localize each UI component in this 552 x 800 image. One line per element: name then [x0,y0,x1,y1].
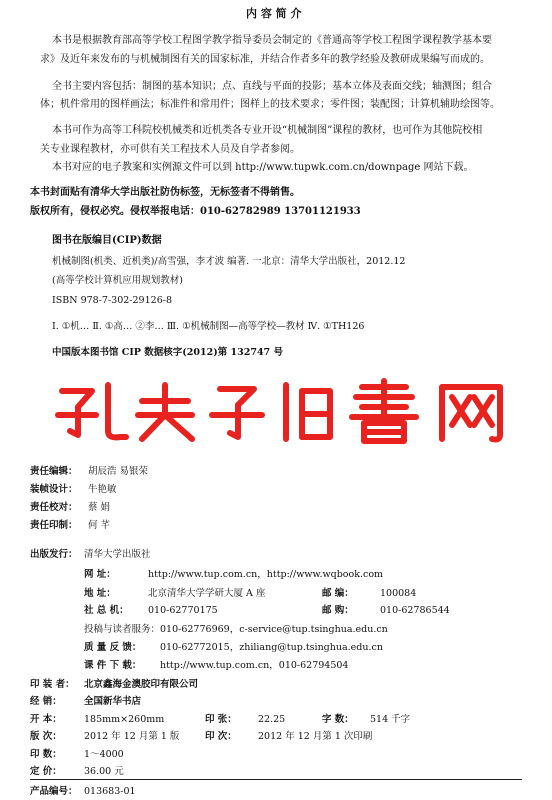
quality-feedback-label: 质 量 反 馈： [84,642,142,653]
format-value: 185mm×260mm [84,714,165,725]
copyright-notice: 版权所有，侵权必究。侵权举报电话：010-62782989 13701121933 [30,206,361,217]
summary-para3-line1: 本书可作为高等工科院校机械类和近机类各专业开设“机械制图”课程的教材，也可作为其他院校相 [52,125,483,136]
summary-para2-line1: 全书主要内容包括：制图的基本知识；点、直线与平面的投影；基本立体及表面交线；轴测图；组合 [52,81,492,92]
impression-label: 印 次： [205,731,237,742]
reader-service: 投稿与读者服务：010-62776969，c-service@tup.tsinghua.edu.cn [84,624,388,635]
summary-para4: 本书对应的电子教案和实例源文件可以到 http://www.tupwk.com.cn/downpage 网站下载。 [52,162,474,173]
sheets-label: 印 张： [205,714,237,725]
format-label: 开 本： [30,714,62,725]
cip-line1: 机械制图(机类、近机类)/高雪强，李才波 编著. 一北京：清华大学出版社，2012.12 [52,256,406,267]
edition-label: 版 次： [30,731,62,742]
staff-role-designer: 装帧设计： [30,484,78,495]
cip-heading: 图书在版编目(CIP)数据 [52,235,162,246]
courseware-label: 课 件 下 载： [84,660,142,671]
web-label: 网 址： [84,569,116,580]
impression-value: 2012 年 12 月第 1 次印刷 [258,731,373,742]
price-value: 36.00 元 [84,766,124,777]
cip-record: 中国版本图书馆 CIP 数据核字(2012)第 132747 号 [52,347,283,358]
watermark-logo [50,377,520,447]
mail-order-value: 010-62786544 [380,605,450,616]
price-label: 定 价： [30,766,62,777]
staff-name-editor: 胡辰浩 易银荣 [88,466,149,477]
staff-name-designer: 牛艳敏 [88,484,117,495]
product-code-value: 013683-01 [84,786,136,797]
address-value: 北京清华大学学研大厦 A 座 [148,588,266,599]
product-code-label: 产品编号： [30,786,78,797]
web-value: http://www.tup.com.cn，http://www.wqbook.com [148,569,384,580]
publisher-name: 清华大学出版社 [84,549,151,560]
main-phone-value: 010-62770175 [148,605,218,616]
sheets-value: 22.25 [258,714,286,725]
summary-para3-line2: 关专业课程教材，亦可供有关工程技术人员及自学者参阅。 [40,144,300,155]
staff-role-proofreader: 责任校对： [30,502,78,513]
cip-isbn: ISBN 978-7-302-29126-8 [52,295,172,306]
words-value: 514 千字 [370,714,411,725]
printer-label: 印 装 者： [30,679,75,690]
edition-value: 2012 年 12 月第 1 版 [84,731,180,742]
words-label: 字 数： [322,714,354,725]
staff-role-printing: 责任印制： [30,520,78,531]
footer-divider [30,779,522,780]
main-phone-label: 社 总 机： [84,605,129,616]
printer-value: 北京鑫海金澳胶印有限公司 [84,679,199,690]
summary-heading: 内 容 简 介 [246,7,302,20]
summary-para1-line2: 求》及近年来发布的与机械制图有关的国家标准，并结合作者多年的教学经验及教研成果编写而成的。 [40,54,490,65]
print-run-label: 印 数： [30,749,62,760]
cip-classification: Ⅰ. ①机… Ⅱ. ①高… ②李… Ⅲ. ①机械制图—高等学校—教材 Ⅳ. ①TH126 [52,321,365,332]
staff-role-editor: 责任编辑： [30,466,78,477]
print-run-value: 1～4000 [84,749,124,760]
summary-para2-line2: 体；机件常用的图样画法；标准件和常用件；图样上的技术要求；零件图；装配图；计算机辅助绘图等。 [40,99,500,110]
staff-name-printing: 何 芊 [88,520,111,531]
summary-para1-line1: 本书是根据教育部高等学校工程图学教学指导委员会制定的《普通高等学校工程图学课程教学基本要 [52,35,492,46]
quality-feedback-value: 010-62772015，zhiliang@tup.tsinghua.edu.cn [160,642,383,653]
publisher-label: 出版发行： [30,549,78,560]
mail-order-label: 邮 购： [322,605,354,616]
address-label: 地 址： [84,588,116,599]
courseware-value: http://www.tup.com.cn，010-62794504 [160,660,349,671]
anticounterfeit-notice: 本书封面贴有清华大学出版社防伪标签，无标签者不得销售。 [30,187,300,198]
zip-value: 100084 [380,588,417,599]
cip-line2: (高等学校计算机应用规划教材) [52,275,183,286]
distributor-value: 全国新华书店 [84,696,142,707]
zip-label: 邮 编： [322,588,354,599]
distributor-label: 经 销： [30,696,62,707]
staff-name-proofreader: 蔡 娟 [88,502,111,513]
